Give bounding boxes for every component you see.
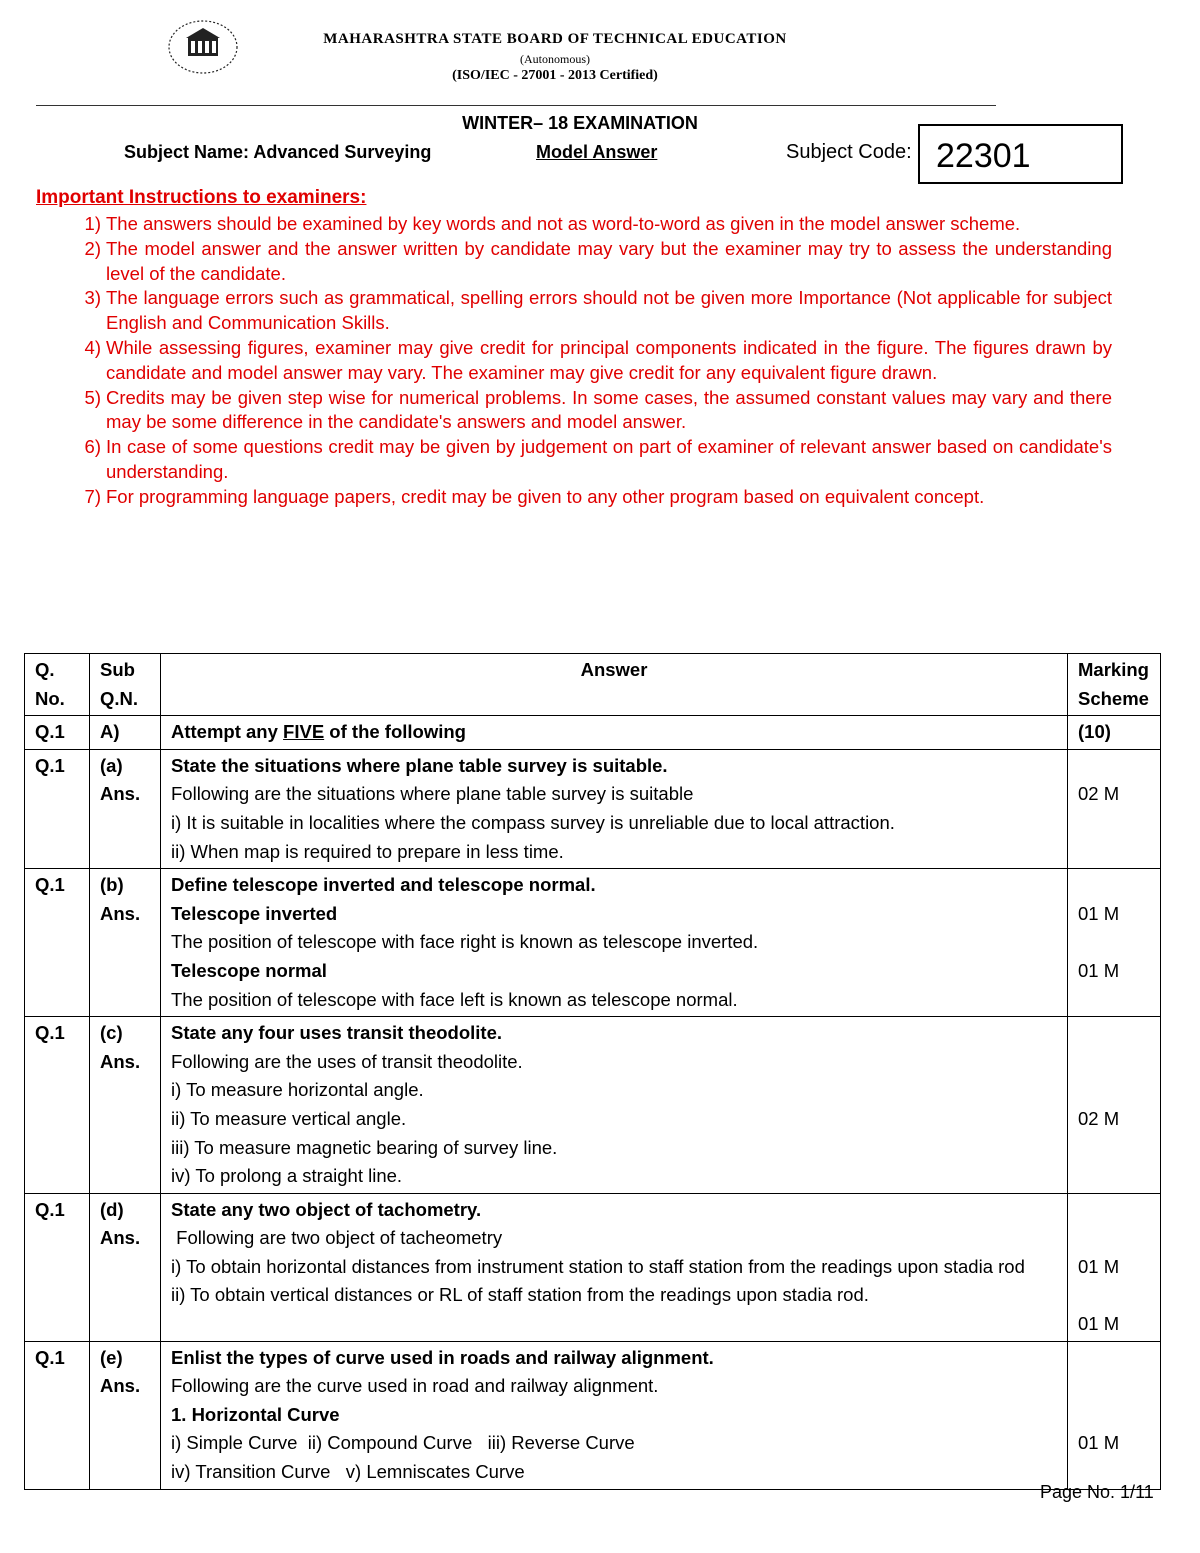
row-ans-label: Ans. (100, 1050, 141, 1072)
certified-label: (ISO/IEC - 27001 - 2013 Certified) (452, 68, 658, 83)
marks-value: 01 M (1078, 902, 1120, 924)
section-row (25, 716, 1161, 750)
header-marking-text: Marking (1078, 659, 1149, 680)
instruction-number: 3) (84, 287, 101, 309)
answer-line: iv) To prolong a straight line. (171, 1165, 403, 1187)
section-text-pre: Attempt any (171, 721, 284, 743)
marks-value: 01 M (1078, 1255, 1120, 1277)
row-q: Q.1 (25, 1193, 90, 1341)
row-q: Q.1 (25, 749, 90, 868)
answer-line: ii) To measure vertical angle. (171, 1107, 407, 1129)
exam-title: WINTER– 18 EXAMINATION (462, 113, 698, 133)
header-answer: Answer (161, 654, 1068, 716)
answer-heading: Telescope normal (171, 959, 327, 981)
answer-line: ii) To obtain vertical distances or RL of staff station from the readings upon stadia rod. (171, 1284, 869, 1306)
section-text-post: of the following (324, 721, 466, 743)
answer-line: i) To measure horizontal angle. (171, 1079, 424, 1101)
answer-line: ii) When map is required to prepare in less time. (171, 840, 564, 862)
answer-line: i) Simple Curve ii) Compound Curve iii) Reverse Curve (171, 1432, 635, 1454)
instruction-text: The answers should be examined by key words and not as word-to-word as given in the model answer scheme. (106, 213, 1021, 234)
answer-heading: Telescope inverted (171, 902, 338, 924)
row-answer (161, 1341, 1068, 1489)
instruction-item (36, 336, 1112, 386)
row-answer (161, 1193, 1068, 1341)
question-text: State the situations where plane table survey is suitable. (171, 754, 668, 776)
answer-line: Following are the uses of transit theodolite. (171, 1050, 523, 1072)
question-text: Enlist the types of curve used in roads and railway alignment. (171, 1346, 714, 1368)
instruction-item (36, 386, 1112, 436)
table-row (25, 749, 1161, 868)
instruction-item (36, 485, 1112, 510)
instructions-title: Important Instructions to examiners: (36, 187, 367, 208)
marks-value: 01 M (1078, 959, 1120, 981)
section-instruction (161, 716, 1068, 750)
instruction-number: 6) (84, 436, 101, 458)
answer-line: i) To obtain horizontal distances from instrument station to staff station from the readings upon stadia rod (171, 1255, 1025, 1277)
row-q: Q.1 (25, 869, 90, 1017)
answer-line: The position of telescope with face right is known as telescope inverted. (171, 931, 759, 953)
instruction-item (36, 212, 1112, 237)
row-q: Q.1 (25, 1017, 90, 1194)
row-marks (1068, 1341, 1161, 1489)
row-sub-label: (b) (100, 874, 124, 896)
question-text: State any four uses transit theodolite. (171, 1022, 503, 1044)
answer-line: Following are the situations where plane table survey is suitable (171, 783, 694, 805)
answer-line: i) It is suitable in localities where the compass survey is unreliable due to local attraction. (171, 811, 895, 833)
row-ans-label: Ans. (100, 783, 141, 805)
row-marks (1068, 869, 1161, 1017)
row-marks (1068, 1193, 1161, 1341)
instruction-text: Credits may be given step wise for numerical problems. In some cases, the assumed constant values may vary and there may be some difference in the candidate's answers and model answer. (106, 386, 1112, 433)
row-ans-label: Ans. (100, 1375, 141, 1397)
row-answer (161, 869, 1068, 1017)
instruction-number: 2) (84, 237, 101, 259)
board-name: MAHARASHTRA STATE BOARD OF TECHNICAL EDUCATION (323, 31, 787, 47)
answer-line: iv) Transition Curve v) Lemniscates Curve (171, 1461, 525, 1483)
header-marking (1068, 654, 1161, 716)
header-scheme-text: Scheme (1078, 687, 1149, 709)
row-answer (161, 1017, 1068, 1194)
question-text: Define telescope inverted and telescope normal. (171, 874, 596, 896)
header-q-text: Q. (35, 659, 55, 680)
answer-line: Following are two object of tacheometry (171, 1227, 503, 1249)
header-sub-text: Sub (100, 659, 135, 680)
header-divider (36, 105, 996, 106)
marks-value: 01 M (1078, 1313, 1120, 1335)
table-row (25, 1017, 1161, 1194)
question-text: State any two object of tachometry. (171, 1198, 482, 1220)
row-ans-label: Ans. (100, 902, 141, 924)
instruction-number: 4) (84, 336, 101, 358)
marks-value: 02 M (1078, 783, 1120, 805)
row-sub-label: (c) (100, 1022, 123, 1044)
instruction-text: For programming language papers, credit may be given to any other program based on equivalent concept. (106, 485, 985, 507)
section-q: Q.1 (25, 716, 90, 750)
answer-table (24, 653, 1161, 1490)
subject-code-label: Subject Code: (786, 141, 912, 163)
instruction-item (36, 286, 1112, 336)
autonomous-label: (Autonomous) (520, 52, 590, 66)
page-number: Page No. 1/11 (1040, 1482, 1154, 1502)
msbte-logo (166, 18, 240, 76)
instruction-item (36, 237, 1112, 287)
answer-line: The position of telescope with face left is known as telescope normal. (171, 988, 738, 1010)
instruction-number: 1) (84, 213, 101, 234)
header-q-no (25, 654, 90, 716)
row-marks (1068, 1017, 1161, 1194)
subject-name: Subject Name: Advanced Surveying (124, 142, 432, 162)
instruction-number: 5) (84, 386, 101, 408)
row-sub-label: (e) (100, 1346, 123, 1368)
table-row (25, 1341, 1161, 1489)
instruction-text: The model answer and the answer written by candidate may vary but the examiner may try to assess the understanding level of the candidate. (106, 237, 1112, 284)
header-sub-qn (90, 654, 161, 716)
row-sub (90, 1193, 161, 1341)
header-no-text: No. (35, 687, 65, 709)
header-qn-text: Q.N. (100, 687, 139, 709)
marks-value: 02 M (1078, 1107, 1120, 1129)
table-header-row (25, 654, 1161, 716)
model-answer-label: Model Answer (536, 142, 658, 162)
answer-line: Following are the curve used in road and railway alignment. (171, 1375, 659, 1397)
section-marks: (10) (1068, 716, 1161, 750)
table-row (25, 1193, 1161, 1341)
answer-heading: 1. Horizontal Curve (171, 1403, 340, 1425)
row-ans-label: Ans. (100, 1227, 141, 1249)
row-q: Q.1 (25, 1341, 90, 1489)
instruction-item (36, 435, 1112, 485)
instruction-text: In case of some questions credit may be given by judgement on part of examiner of relevant answer based on candidate's understanding. (106, 436, 1112, 482)
row-sub (90, 1341, 161, 1489)
row-marks (1068, 749, 1161, 868)
subject-code-box: 22301 (918, 124, 1123, 184)
instruction-text: The language errors such as grammatical, spelling errors should not be given more Importance (Not applicable for subject English and Communication Skills. (106, 287, 1112, 334)
section-sub: A) (90, 716, 161, 750)
row-sub (90, 869, 161, 1017)
table-row (25, 869, 1161, 1017)
marks-value: 01 M (1078, 1432, 1120, 1454)
instruction-text: While assessing figures, examiner may give credit for principal components indicated in the figure. The figures drawn by candidate and model answer may vary. The examiner may give credit for any equivalent figure drawn. (106, 336, 1112, 383)
row-sub-label: (a) (100, 754, 123, 776)
section-text-five: FIVE (283, 721, 325, 743)
row-sub-label: (d) (100, 1198, 124, 1220)
row-sub (90, 749, 161, 868)
instruction-number: 7) (84, 485, 101, 507)
answer-line: iii) To measure magnetic bearing of survey line. (171, 1136, 558, 1158)
row-sub (90, 1017, 161, 1194)
instructions-list (36, 212, 1112, 510)
row-answer (161, 749, 1068, 868)
